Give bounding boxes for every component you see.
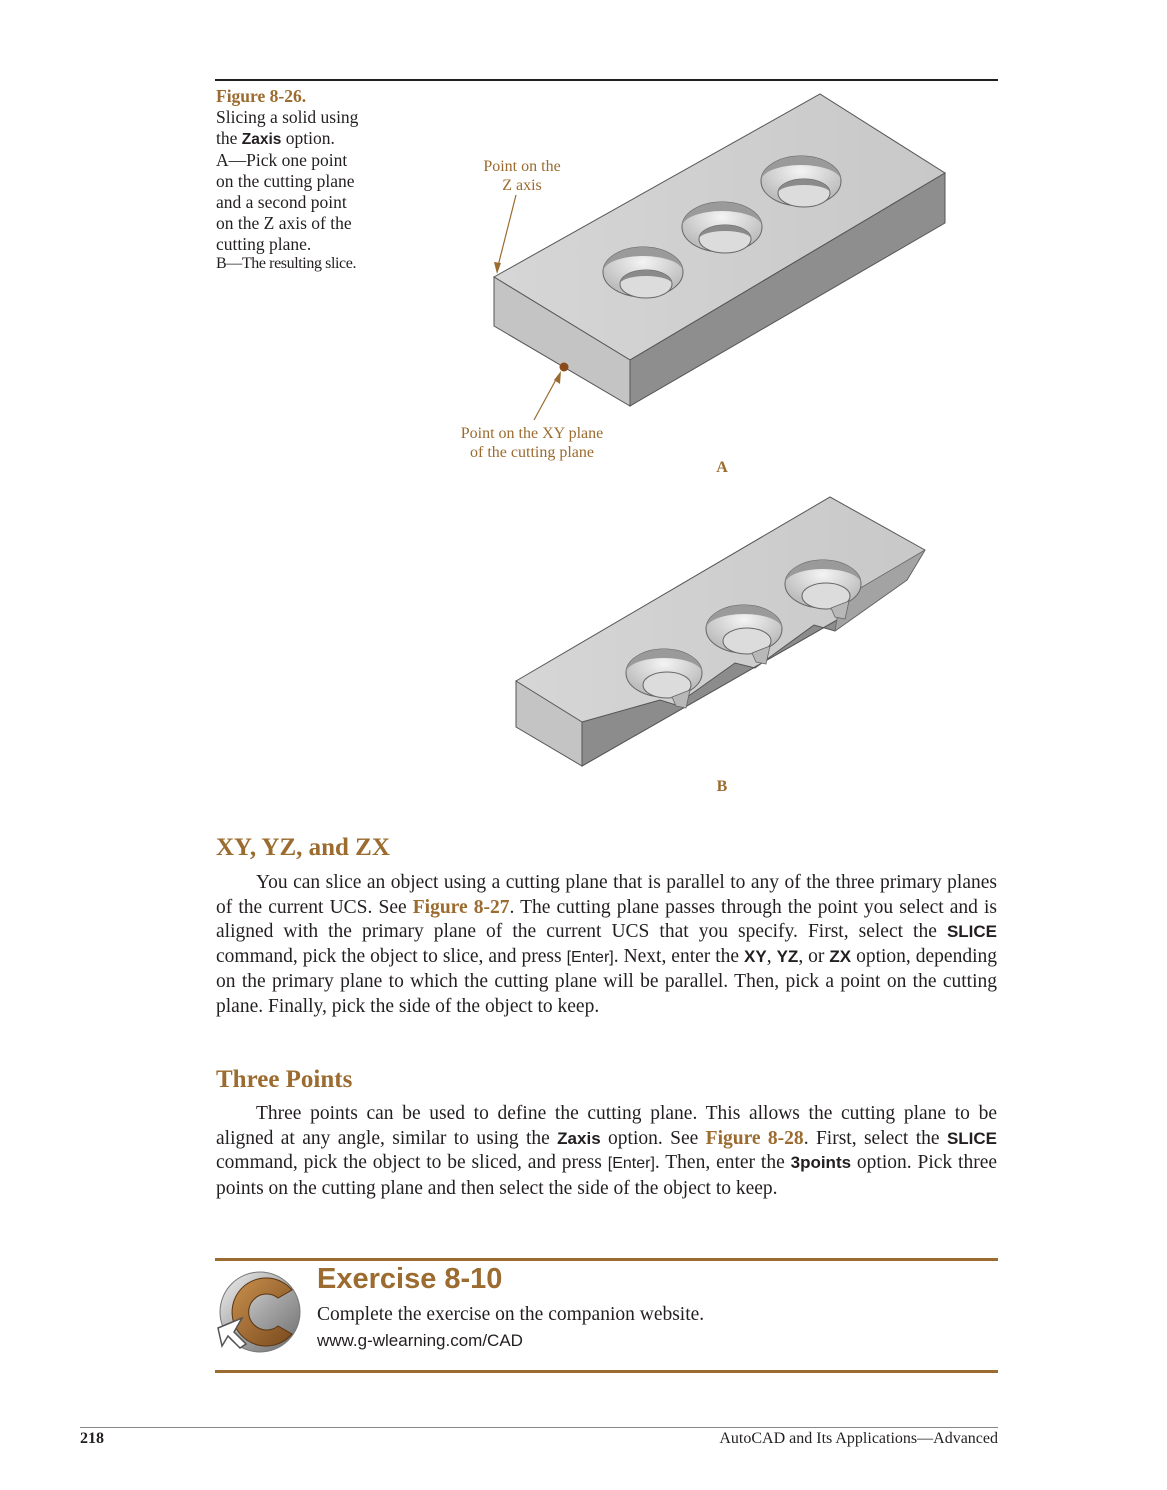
command-slice: SLICE — [946, 922, 997, 941]
block-a-hole-1 — [603, 247, 683, 298]
option-zaxis: Zaxis — [557, 1128, 601, 1148]
option-yz: YZ — [776, 946, 799, 966]
figure-reference-8-27[interactable]: Figure 8-27 — [412, 896, 510, 918]
leader-xy-plane — [534, 376, 558, 420]
option-xy: XY — [744, 946, 767, 966]
text-run: command, pick the object to be sliced, and press — [216, 1152, 608, 1173]
caption-text: the — [216, 127, 242, 148]
caption-line: B—The resulting slice. — [216, 255, 357, 273]
block-a-hole-2 — [682, 202, 762, 253]
text-run: , — [766, 945, 777, 967]
leader-z-axis-arrowhead — [494, 262, 501, 274]
caption-line: Slicing a solid using — [216, 106, 359, 127]
figure-reference-8-28[interactable]: Figure 8-28 — [705, 1127, 804, 1149]
text-run: . Next, enter the — [613, 945, 745, 967]
block-a — [461, 94, 945, 476]
exercise-text: Complete the exercise on the companion website. — [317, 1304, 705, 1325]
label-z-axis-line2: Z axis — [502, 177, 542, 194]
exercise-rule-bottom — [215, 1370, 998, 1373]
section-heading-xy-yz-zx: XY, YZ, and ZX — [216, 834, 390, 861]
text-run: You can slice an object using a cutting plane that is parallel to any of the three primary planes of the current UCS. See — [216, 872, 997, 918]
caption-line: on the Z axis of the — [216, 212, 352, 233]
label-xy-plane-line2: of the cutting plane — [470, 444, 594, 461]
view-a-label: A — [716, 459, 728, 476]
text-run: . The cutting plane passes through the point you select and is aligned with the primary plane of the current UCS that you specify. First, select the — [216, 896, 997, 942]
text-run: option. See — [600, 1127, 706, 1149]
text-run: , or — [798, 945, 830, 967]
figure-number: Figure 8-26. — [216, 86, 307, 106]
caption-line: A—Pick one point — [216, 150, 348, 171]
text-run: option. Pick three points on the cutting plane and then select the side of the object to keep. — [216, 1152, 997, 1199]
option-3points: 3points — [790, 1153, 852, 1172]
block-a-hole-3 — [761, 156, 841, 207]
exercise-rule-top — [215, 1258, 998, 1261]
caption-text: option. — [281, 127, 335, 148]
exercise-url-link[interactable]: www.g-wlearning.com/CAD — [317, 1331, 523, 1350]
caption-line: cutting plane. — [216, 233, 312, 254]
section-heading-three-points: Three Points — [216, 1066, 353, 1093]
key-enter: [Enter] — [566, 948, 614, 966]
option-zx: ZX — [829, 946, 852, 966]
running-footer-title: AutoCAD and Its Applications—Advanced — [719, 1430, 998, 1447]
text-run: command, pick the object to slice, and press — [216, 945, 567, 967]
text-run: . First, select the — [803, 1127, 947, 1149]
page-number: 218 — [80, 1430, 104, 1447]
command-slice: SLICE — [946, 1128, 997, 1148]
leader-z-axis — [497, 195, 516, 270]
text-run: . Then, enter the — [654, 1152, 791, 1173]
text-run: Three points can be used to define the cutting plane. This allows the cutting plane to be aligned at any angle, similar to using the — [216, 1103, 997, 1149]
footer-rule — [80, 1427, 998, 1428]
paragraph-three-points — [216, 1102, 997, 1201]
key-enter: [Enter] — [607, 1155, 655, 1172]
caption-line: and a second point — [216, 191, 347, 212]
xy-plane-point-marker — [560, 363, 569, 372]
text-run: option, depending on the primary plane to which the cutting plane will be parallel. Then, pick a point on the cutting plane. Finally, pick the side of the object to keep. — [216, 945, 997, 1017]
caption-line: on the cutting plane — [216, 171, 355, 192]
label-z-axis-line1: Point on the — [483, 158, 561, 175]
companion-website-logo-icon — [212, 1268, 304, 1360]
paragraph-xy-yz-zx — [216, 871, 997, 1019]
caption-option-name: Zaxis — [241, 130, 282, 148]
view-b-label: B — [716, 778, 728, 795]
block-b — [516, 497, 925, 795]
exercise-title: Exercise 8-10 — [317, 1263, 503, 1295]
label-xy-plane-line1: Point on the XY plane — [460, 425, 604, 442]
